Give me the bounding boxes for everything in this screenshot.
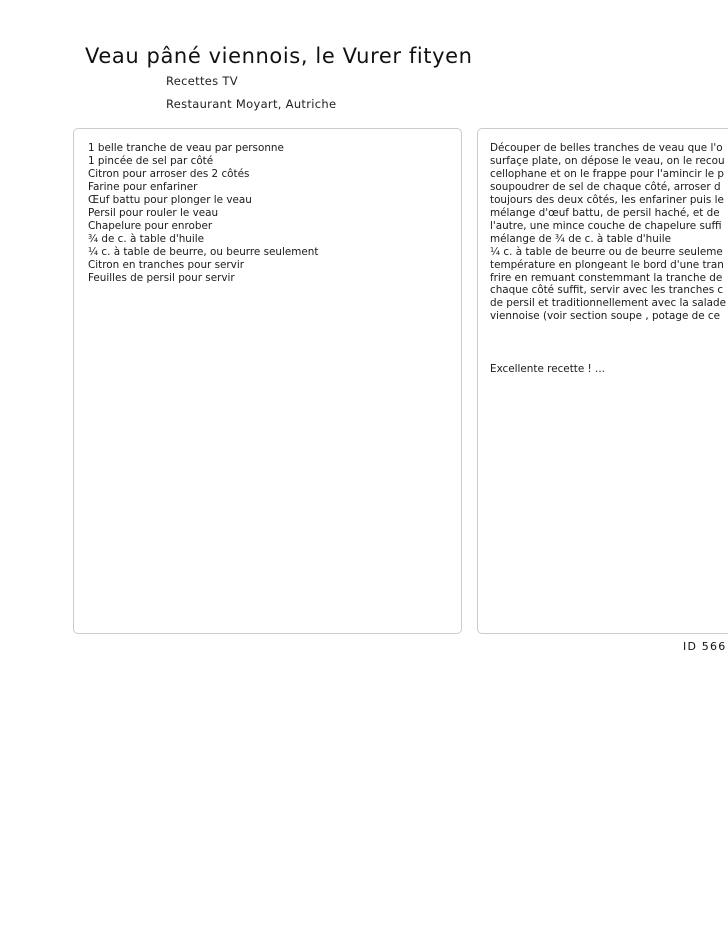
instruction-line: cellophane et on le frappe pour l'amincir le p xyxy=(490,167,725,180)
instructions-panel xyxy=(477,128,728,634)
instruction-line: Découper de belles tranches de veau que l'o xyxy=(490,142,723,154)
instruction-line: surfaçe plate, on dépose le veau, on le recou xyxy=(490,154,725,167)
instruction-line: température en plongeant le bord d'une tran xyxy=(490,258,724,271)
ingredient-item: ¼ c. à table de beurre, ou beurre seulement xyxy=(88,245,319,258)
instruction-line: viennoise (voir section soupe , potage de ce xyxy=(490,310,721,323)
ingredient-item: ¾ de c. à table d'huile xyxy=(88,232,205,245)
recipe-id: ID 566 xyxy=(683,640,727,653)
closing-note: Excellente recette ! ... xyxy=(490,363,605,375)
instruction-line: mélange de ¾ de c. à table d'huile xyxy=(490,232,671,245)
instruction-line: toujours des deux côtés, les enfariner puis le xyxy=(490,193,724,206)
recipe-source: Recettes TV xyxy=(166,74,238,88)
instruction-line: de persil et traditionnellement avec la salade xyxy=(490,297,727,310)
instruction-line: soupoudrer de sel de chaque côté, arroser d xyxy=(490,180,721,193)
instructions-text xyxy=(490,142,726,323)
ingredient-item: Chapelure pour enrober xyxy=(88,219,213,232)
recipe-origin: Restaurant Moyart, Autriche xyxy=(166,97,337,111)
ingredient-item: 1 belle tranche de veau par personne xyxy=(88,142,284,154)
instruction-line: frire en remuant constemmant la tranche de xyxy=(490,271,723,284)
ingredients-panel xyxy=(73,128,462,634)
instruction-line: mélange d'œuf battu, de persil haché, et de xyxy=(490,206,720,219)
ingredient-item: Citron pour arroser des 2 côtés xyxy=(88,167,250,180)
ingredient-item: Œuf battu pour plonger le veau xyxy=(88,193,252,206)
ingredient-item: Feuilles de persil pour servir xyxy=(88,271,235,284)
ingredient-item: 1 pincée de sel par côté xyxy=(88,154,214,167)
instruction-line: chaque côté suffit, servir avec les tranches c xyxy=(490,284,724,297)
ingredient-item: Citron en tranches pour servir xyxy=(88,258,244,271)
instruction-line: ¼ c. à table de beurre ou de beurre seuleme xyxy=(490,245,723,258)
recipe-title: Veau pâné viennois, le Vurer fityen xyxy=(85,44,473,68)
ingredient-item: Persil pour rouler le veau xyxy=(88,206,219,219)
ingredients-list xyxy=(88,142,318,284)
instruction-line: l'autre, une mince couche de chapelure suffi xyxy=(490,219,722,232)
ingredient-item: Farine pour enfariner xyxy=(88,180,198,193)
